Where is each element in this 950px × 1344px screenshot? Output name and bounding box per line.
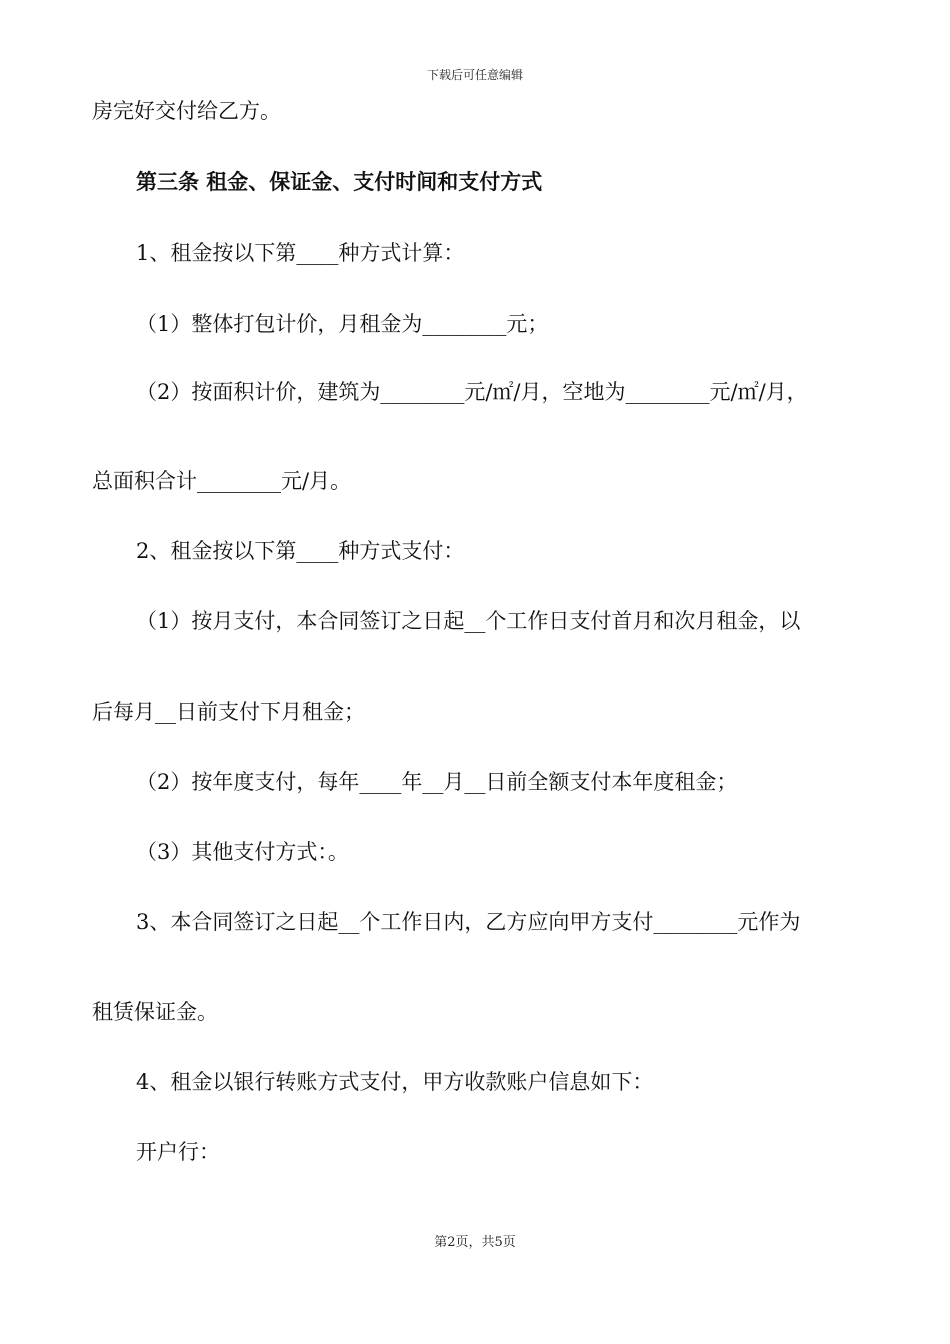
paragraph-line: 2、租金按以下第____种方式支付： — [136, 539, 465, 563]
paragraph-line: 4、租金以银行转账方式支付，甲方收款账户信息如下： — [136, 1070, 654, 1094]
page-footer: 第2页，共5页 — [434, 1235, 516, 1250]
paragraph-line: 开户行： — [136, 1140, 220, 1164]
paragraph-line: （2）按面积计价，建筑为________元/㎡/月，空地为________元/㎡/月， — [136, 380, 808, 404]
paragraph-line: 总面积合计________元/月。 — [92, 469, 352, 493]
paragraph-line: （1）整体打包计价，月租金为________元； — [136, 312, 549, 336]
paragraph-line: （1）按月支付，本合同签订之日起__个工作日支付首月和次月租金，以 — [136, 609, 801, 633]
paragraph-line: 1、租金按以下第____种方式计算： — [136, 241, 465, 265]
paragraph-line: 租赁保证金。 — [92, 1000, 218, 1024]
paragraph-line: 3、本合同签订之日起__个工作日内，乙方应向甲方支付________元作为 — [136, 910, 801, 934]
paragraph-line: 后每月__日前支付下月租金； — [92, 700, 365, 724]
paragraph-line: 房完好交付给乙方。 — [92, 99, 281, 123]
section-heading: 第三条 租金、保证金、支付时间和支付方式 — [136, 170, 543, 194]
paragraph-line: （2）按年度支付，每年____年__月__日前全额支付本年度租金； — [136, 770, 738, 794]
paragraph-line: （3）其他支付方式：。 — [136, 840, 349, 864]
page-header: 下载后可任意编辑 — [426, 68, 523, 82]
